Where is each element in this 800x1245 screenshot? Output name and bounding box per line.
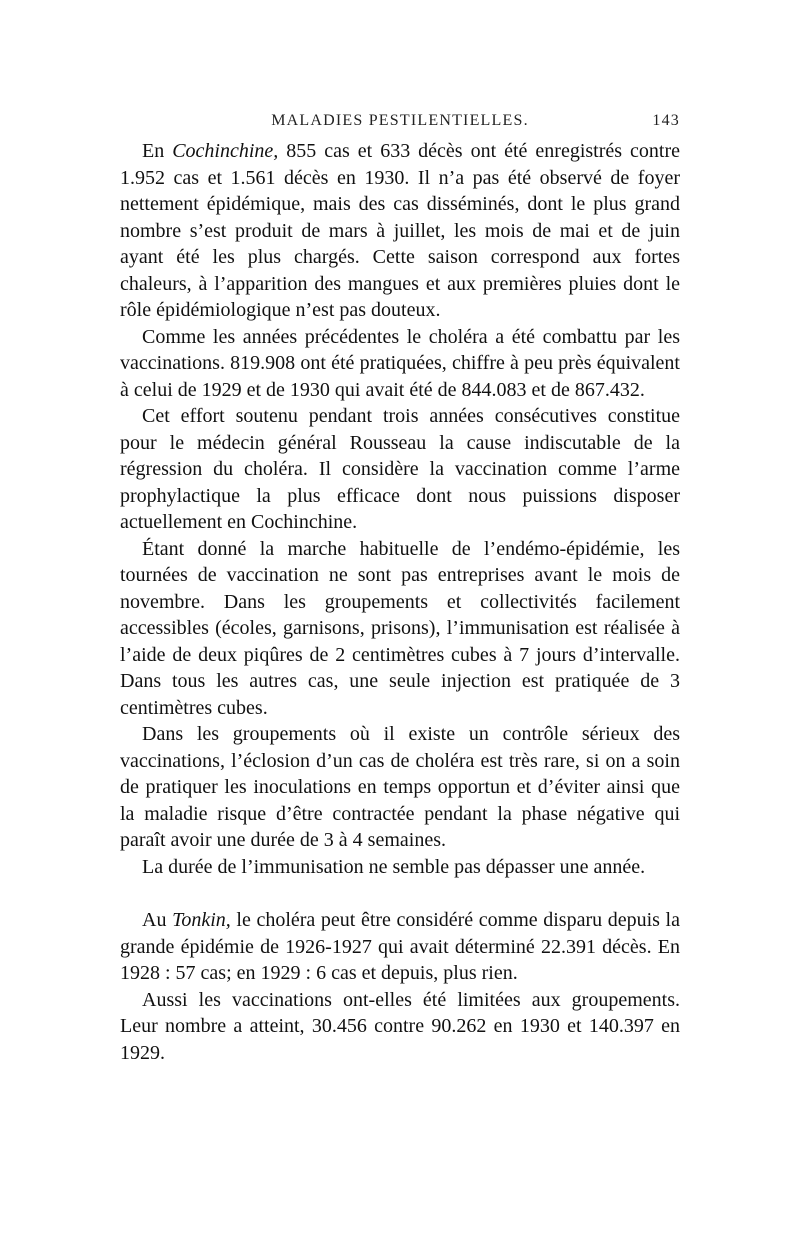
paragraph-effort: Cet effort soutenu pendant trois années consécutives constitue pour le médecin général Rousseau la cause indiscutable de la régression du choléra. Il considère la vaccination comme l’arme prophylactique la plus efficace dont nous puissions disposer actuellement en Cochinchine. <box>120 405 680 533</box>
paragraph-tournees: Étant donné la marche habituelle de l’endémo-épidémie, les tournées de vaccination ne sont pas entreprises avant le mois de novembre. Dans les groupements et collectivités facilement accessibles (écoles, garnisons, prisons), l’immunisation est réalisée à l’aide de deux piqûres de 2 centimètres cubes à 7 jours d’intervalle. Dans tous les autres cas, une seule injection est pratiquée de 3 centimètres cubes. <box>120 537 680 719</box>
paragraph-prefix: Au <box>142 909 173 931</box>
place-name-tonkin: Tonkin, <box>172 909 231 931</box>
running-head <box>120 112 680 138</box>
paragraph-controle: Dans les groupements où il existe un contrôle sérieux des vaccinations, l’éclosion d’un cas de choléra est très rare, si on a soin de pratiquer les inoculations en temps opportun et d’éviter ainsi que la maladie risque d’être contractée pendant la phase négative qui paraît avoir une durée de 3 à 4 semaines. <box>120 723 680 851</box>
place-name-cochinchine: Cochinchine, <box>172 140 279 162</box>
paragraph-prefix: En <box>142 140 173 162</box>
paragraph-cochinchine <box>120 138 680 324</box>
running-title: MALADIES PESTILENTIELLES. <box>271 112 529 129</box>
body-text <box>120 138 680 1066</box>
page <box>120 112 680 1066</box>
paragraph-tonkin <box>120 907 680 987</box>
paragraph-groupements: Aussi les vaccinations ont-elles été limitées aux groupements. Leur nombre a atteint, 30.456 contre 90.262 en 1930 et 140.397 en 1929. <box>120 988 680 1064</box>
paragraph-duree: La durée de l’immunisation ne semble pas dépasser une année. <box>142 855 646 878</box>
page-number: 143 <box>652 112 680 129</box>
paragraph-vaccinations: Comme les années précédentes le choléra a été combattu par les vaccinations. 819.908 ont été pratiquées, chiffre à peu près équivalent à celui de 1929 et de 1930 qui avait été de 844.083 et de 867.432. <box>120 325 680 401</box>
paragraph-text: le choléra peut être considéré comme disparu depuis la grande épidémie de 1926-1927 qui avait déterminé 22.391 décès. En 1928 : 57 cas; en 1929 : 6 cas et depuis, plus rien. <box>120 909 680 984</box>
paragraph-text: 855 cas et 633 décès ont été enregistrés contre 1.952 cas et 1.561 décès en 1930. Il n’a pas été observé de foyer nettement épidémique, mais des cas disséminés, dont le plus grand nombre s’est produit de mars à juillet, les mois de mai et de juin ayant été les plus chargés. Cette saison correspond aux fortes chaleurs, à l’apparition des mangues et aux premières pluies dont le rôle épidémiologique n’est pas douteux. <box>120 140 680 321</box>
